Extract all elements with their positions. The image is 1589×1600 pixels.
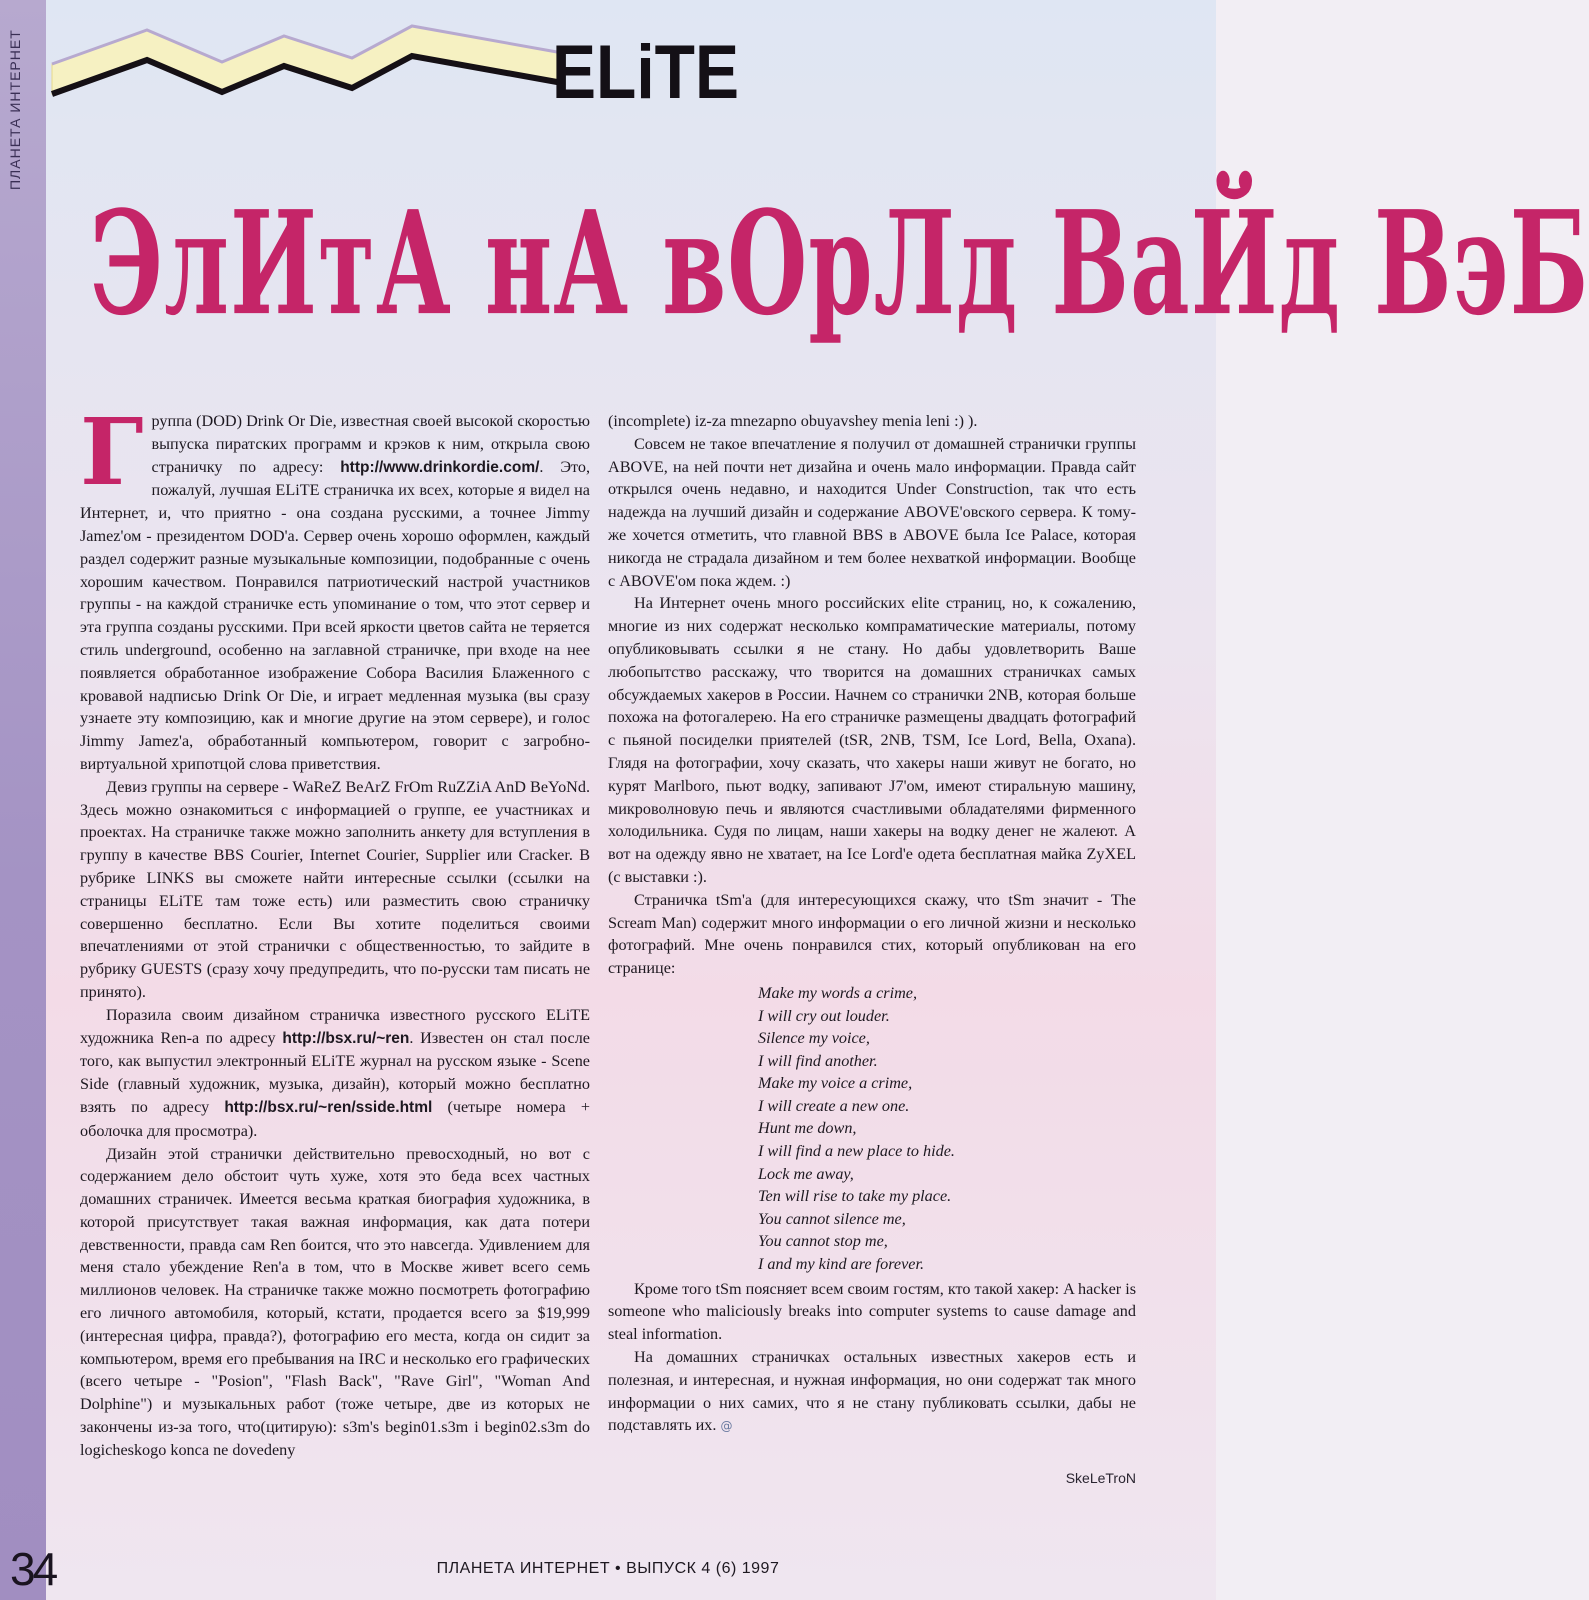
url-ren: http://bsx.ru/~ren <box>282 1029 410 1047</box>
poem-line: I will find a new place to hide. <box>758 1142 955 1161</box>
poem-line: Make my words a crime, <box>758 983 917 1002</box>
paragraph-5: Совсем не такое впечатление я получил от домашней странички группы ABOVE, на ней почти нет дизайна и очень мало информации. Правда сайт открылся очень недавно, и находится Under Construction, так что есть надежда на лучший дизайн и содержание ABOVE'овского сервера. К тому-же хочется отметить, что главной BBS в ABOVE была Ice Palace, которая никогда не страдала дизайном и тем более нехваткой информации. Вообще с ABOVE'ом пока ждем. :) <box>608 434 1136 590</box>
poem-line: You cannot stop me, <box>758 1232 888 1251</box>
end-mark-icon: @ <box>720 1419 733 1434</box>
url-drinkordie: http://www.drinkordie.com/ <box>340 458 540 476</box>
paragraph-6: На Интернет очень много российских elite страниц, но, к сожалению, многие из них содержат несколько компраматические материалы, потому опубликовывать ссылки я не стану. Но дабы удовлетворить Ваше любопытство расскажу, что творится на домашних страничках самых обсуждаемых хакеров в России. Начнем со странички 2NB, которая больше похожа на фотогалерею. На его страничке размещены двадцать фотографий с пьяной посиделки приятелей (tSR, 2NB, TSM, Ice Lord, Bella, Oxana). Глядя на фотографии, хочу сказать, что хакеры наши живут не богато, но курят Marlboro, пьют водку, запивают J7'ом, имеют стиральную машину, микроволновую печь и являются счастливыми обладателями фирменного холодильника. Судя по лицам, наши хакеры на водку денег не жалеют. А вот на одежду явно не хватает, на Ice Lord'е одета бесплатная майка ZyXEL (с выставки :). <box>608 594 1136 886</box>
poem-line: Ten will rise to take my place. <box>758 1187 952 1206</box>
footer-issue: ПЛАНЕТА ИНТЕРНЕТ • ВЫПУСК 4 (6) 1997 <box>436 1560 780 1577</box>
poem-line: I will create a new one. <box>758 1096 910 1115</box>
left-color-strip <box>0 0 46 1600</box>
paragraph-7: Страничка tSm'а (для интересующихся скажу, что tSm значит - The Scream Man) содержит много информации о его личной жизни и несколько фотографий. Мне очень понравился стих, который опубликован на его странице: <box>608 890 1136 978</box>
author-signature: SkeLeTroN <box>1065 1470 1136 1486</box>
poem-line: Hunt me down, <box>758 1119 857 1138</box>
paragraph-4: Дизайн этой странички действительно превосходный, но вот с содержанием дело обстоит чуть хуже, хотя это беда всех частных домашних страничек. Имеется весьма краткая биография художника, в которой присутствует такая важная информация, как дата потери девственности, правда сам Ren боится, что это навсегда. Удивлением для меня стало убеждение Ren'а в том, что в Москве живет всего семь миллионов человек. На страничке также можно посмотреть фотографию его личного автомобиля, который, кстати, продается всего за $19,999 (интересная цифра, правда?), фотографию его места, когда он сидит за компьютером, время его пребывания на IRC и несколько его графических (всего четыре - "Posion", "Flash Back", "Rave Girl", "Woman And Dolphine") и музыкальных работ (тоже четыре, две из которых не закончены из-за того, что(цитирую): s3m's begin01.s3m i begin02.s3m do logicheskogo konca ne dovedeny <box>80 1144 590 1459</box>
zigzag-banner-graphic <box>52 22 557 112</box>
paragraph-9: На домашних страничках остальных известных хакеров есть и полезная, и интересная, и нужная информация, но они содержат так много информации о них самих, что я не стану публиковать ссылки, дабы не подставлять их. @ <box>608 1348 1136 1435</box>
paragraph-8: Кроме того tSm поясняет всем своим гостям, кто такой хакер: A hacker is someone who maliciously breaks into computer systems to cause damage and steal information. <box>608 1279 1136 1344</box>
poem-line: Make my voice a crime, <box>758 1074 913 1093</box>
poem-line: Lock me away, <box>758 1164 854 1183</box>
poem-line: You cannot silence me, <box>758 1209 906 1228</box>
page-number: 34 <box>10 1543 56 1595</box>
paragraph-2: Девиз группы на сервере - WaReZ BeArZ FrOm RuZZiA AnD BeYoNd. Здесь можно ознакомиться с информацией о группе, ее участниках и проектах. На страничке также можно заполнить анкету для вступления в группу в качестве BBS Courier, Internet Courier, Supplier или Cracker. В рубрике LINKS вы сможете найти интересные ссылки (ссылки на страницы ELiTE там тоже есть) или разместить свою страничку совершенно бесплатно. Если Вы хотите поделиться своими впечатлениями от этой странички с общественностью, то зайдите в рубрику GUESTS (сразу хочу предупредить, что по-русски там писать не принято). <box>80 777 590 1001</box>
poem-line: I will cry out louder. <box>758 1006 890 1025</box>
magazine-side-label: ПЛАНЕТА ИНТЕРНЕТ <box>7 29 23 190</box>
drop-cap: Г <box>80 398 144 506</box>
paragraph-3: Поразила своим дизайном страничка известного русского ELiTE художника Ren-а по адресу http://bsx.ru/~ren. Известен он стал после того, как выпустил электронный ELiTE журнал на русском языке - Scene Side (главный художник, музыка, дизайн), который можно бесплатно взять по адресу http://bsx.ru/~ren/sside.html (четыре номера + оболочка для просмотра). <box>80 1005 590 1140</box>
paragraph-4-continued: (incomplete) iz-za mnezapno obuyavshey menia leni :) ). <box>608 412 978 430</box>
poem <box>758 982 1136 1276</box>
poem-line: I and my kind are forever. <box>758 1255 925 1274</box>
article-headline: ЭлИтА нА вОрЛд ВаЙд ВэБ <box>90 179 1589 348</box>
url-sside: http://bsx.ru/~ren/sside.html <box>224 1098 433 1116</box>
article-right-column <box>608 410 1136 1438</box>
paragraph-1: Группа (DOD) Drink Or Die, известная своей высокой скоростью выпуска пиратских программ и крэков к ним, открыла свою страничку по адресу: http://www.drinkordie.com/. Это, пожалуй, лучшая ELiTE страничка их всех, которые я видел на Интернет, и, что приятно - она создана русскими, а точнее Jimmy Jamez'ом - президентом DOD'а. Сервер очень хорошо оформлен, каждый раздел содержит разные музыкальные композиции, подобранные с очень хорошим качеством. Понравился патриотический настрой участников группы - на каждой страничке есть упоминание о том, что этот сервер и эта группа созданы русскими. При всей яркости цветов сайта не теряется стиль underground, особенно на заглавной страничке, при входе на нее появляется обработанное изображение Собора Василия Блаженного с кровавой надписью Drink Or Die, и играет медленная музыка (вы сразу узнаете эту композицию, как и многие другие на этом сервере), и голос Jimmy Jamez'а, обработанный компьютером, говорит с загробно-виртуальной хрипотцой слова приветствия. <box>80 398 590 773</box>
section-logo: ELiTE <box>552 29 740 115</box>
poem-line: I will find another. <box>758 1051 878 1070</box>
article-left-column <box>80 398 590 1462</box>
poem-line: Silence my voice, <box>758 1029 870 1048</box>
